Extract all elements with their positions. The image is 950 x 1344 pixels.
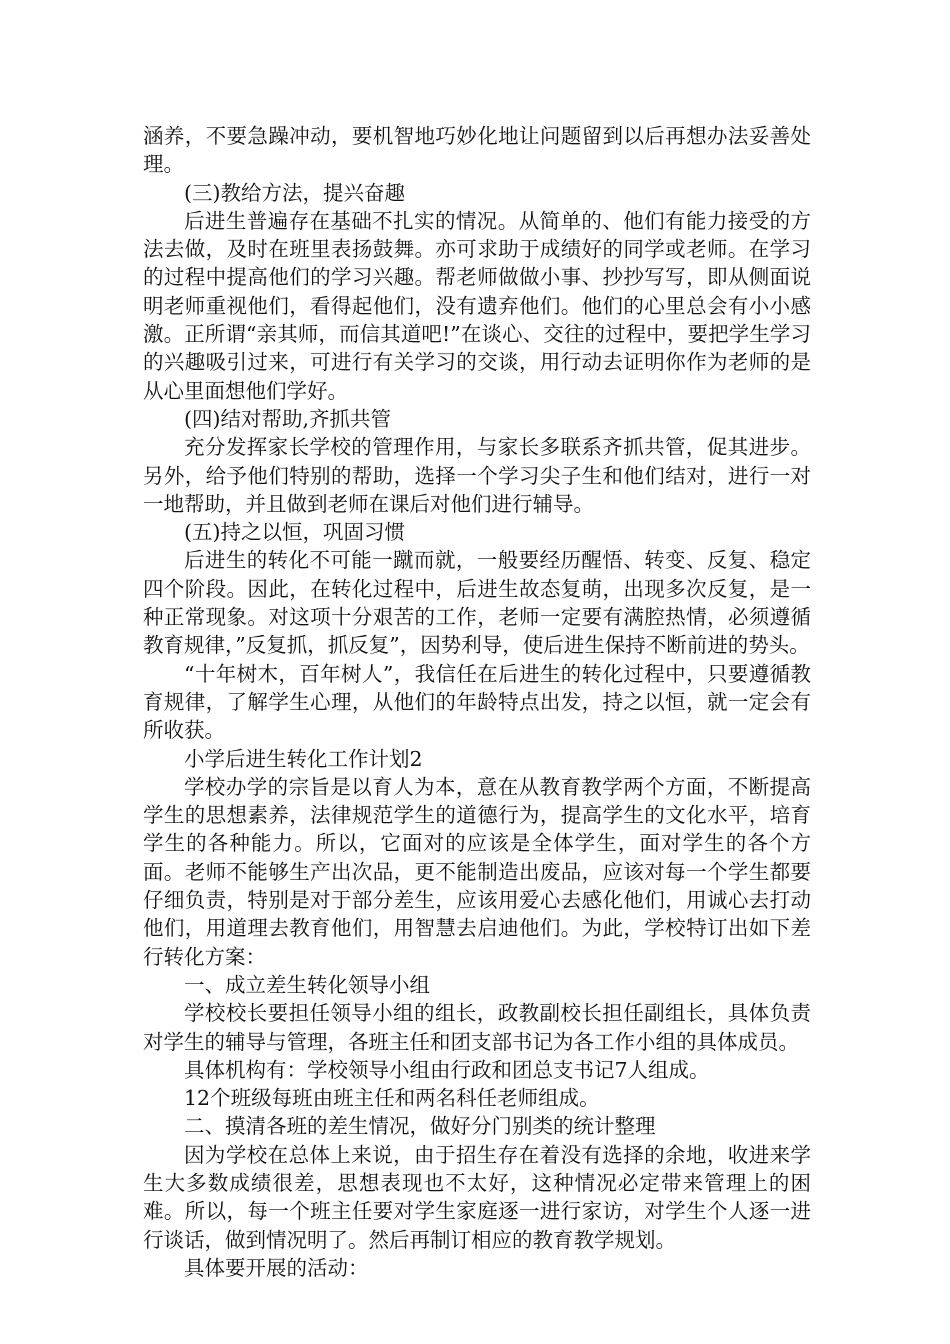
paragraph: 充分发挥家长学校的管理作用，与家长多联系齐抓共管，促其进步。另外，给予他们特别的帮助，选择一个学习尖子生和他们结对，进行一对一地帮助，并且做到老师在课后对他们进行辅导。 xyxy=(143,435,811,516)
paragraph: 具体要开展的活动： xyxy=(184,1255,369,1280)
section-heading-5: (五)持之以恒，巩固习惯 xyxy=(184,520,405,545)
section-heading-3: (三)教给方法，提兴奋趣 xyxy=(184,180,405,205)
paragraph: 12个班级每班由班主任和两名科任老师组成。 xyxy=(184,1086,600,1111)
paragraph: “十年树木，百年树人”，我信任在后进生的转化过程中，只要遵循教育规律，了解学生心理，从他们的年龄特点出发，持之以恒，就一定会有所收获。 xyxy=(143,661,811,743)
document-subtitle: 小学后进生转化工作计划2 xyxy=(184,746,423,771)
paragraph: 具体机构有：学校领导小组由行政和团总支书记7人组成。 xyxy=(184,1057,710,1082)
paragraph: 后进生的转化不可能一蹴而就，一般要经历醒悟、转变、反复、稳定四个阶段。因此，在转化过程中，后进生故态复萌，出现多次反复，是一种正常现象。对这项十分艰苦的工作，老师一定要有满腔热情，必须遵循教育规律，”反复抓，抓反复”，因势利导，使后进生保持不断前进的势头。 xyxy=(143,548,811,658)
section-heading-4: (四)结对帮助,齐抓共管 xyxy=(184,406,392,431)
section-heading-one: 一、成立差生转化领导小组 xyxy=(184,972,430,997)
section-heading-two: 二、摸清各班的差生情况，做好分门别类的统计整理 xyxy=(184,1114,656,1139)
paragraph-continuation: 涵养，不要急躁冲动，要机智地巧妙化地让问题留到以后再想办法妥善处理。 xyxy=(143,124,811,177)
paragraph: 学校校长要担任领导小组的组长，政教副校长担任副组长，具体负责对学生的辅导与管理，各班主任和团支部书记为各工作小组的具体成员。 xyxy=(143,1001,811,1054)
paragraph: 因为学校在总体上来说，由于招生存在着没有选择的余地，收进来学生大多数成绩很差，思想表现也不太好，这种情况必定带来管理上的困难。所以，每一个班主任要对学生家庭逐一进行家访，对学生个人逐一进行谈话，做到情况明了。然后再制订相应的教育教学规划。 xyxy=(143,1142,811,1252)
paragraph: 学校办学的宗旨是以育人为本，意在从教育教学两个方面，不断提高学生的思想素养，法律规范学生的道德行为，提高学生的文化水平，培育学生的各种能力。所以，它面对的应该是全体学生，面对学生的各个方面。老师不能够生产出次品，更不能制造出废品，应该对每一个学生都要仔细负责，特别是对于部分差生，应该用爱心去感化他们，用诚心去打动他们，用道理去教育他们，用智慧去启迪他们。为此，学校特订出如下差行转化方案： xyxy=(143,774,811,969)
paragraph: 后进生普遍存在基础不扎实的情况。从简单的、他们有能力接受的方法去做，及时在班里表扬鼓舞。亦可求助于成绩好的同学或老师。在学习的过程中提高他们的学习兴趣。帮老师做做小事、抄抄写写，即从侧面说明老师重视他们，看得起他们，没有遗弃他们。他们的心里总会有小小感激。正所谓“亲其师，而信其道吧!”在谈心、交往的过程中，要把学生学习的兴趣吸引过来，可进行有关学习的交谈，用行动去证明你作为老师的是从心里面想他们学好。 xyxy=(143,208,811,403)
document-page xyxy=(143,122,811,1282)
